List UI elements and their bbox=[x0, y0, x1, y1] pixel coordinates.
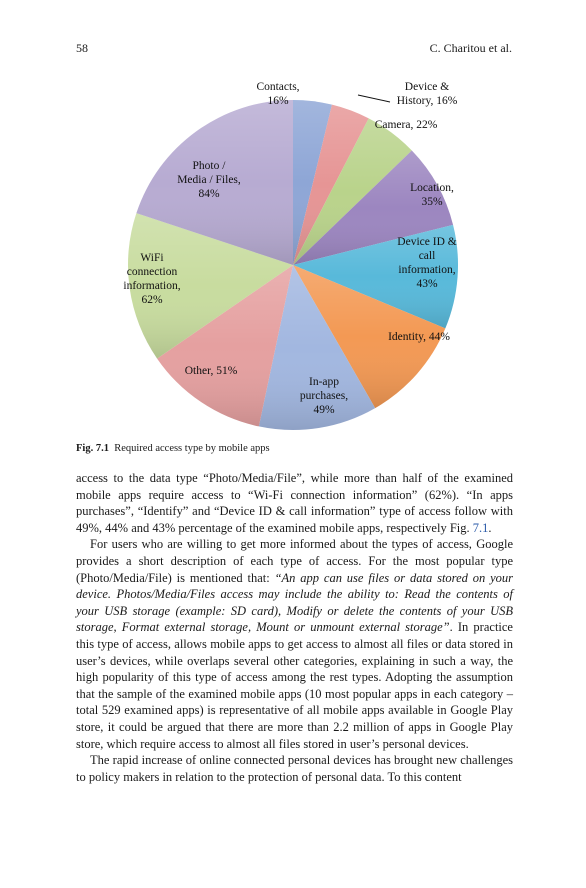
page-number: 58 bbox=[76, 41, 88, 55]
slice-label-line: 49% bbox=[313, 404, 335, 416]
slice-label-line: call bbox=[418, 250, 436, 262]
quoted-description: “An app can use files or data stored on your device. Photos/Media/Files access may include the ability to: Read the contents of your USB storage (example: SD card), Modify or delete the contents of your USB storage, Format external storage, Mount or unmount external storage” bbox=[76, 570, 513, 635]
text-segment: . bbox=[488, 520, 492, 535]
slice-label-line: Device ID & bbox=[397, 236, 457, 248]
slice-label-line: WiFi bbox=[140, 252, 164, 264]
caption-text: Required access type by mobile apps bbox=[114, 443, 270, 454]
slice-label-line: Camera, 22% bbox=[374, 119, 438, 131]
slice-label-line: purchases, bbox=[299, 390, 349, 402]
slice-label-line: 84% bbox=[198, 188, 220, 200]
slice-label bbox=[375, 119, 438, 131]
slice-label-line: Other, 51% bbox=[184, 365, 238, 377]
figure-reference-link[interactable]: 7.1 bbox=[472, 520, 489, 535]
slice-label-line: Photo / bbox=[192, 160, 226, 172]
caption-label: Fig. 7.1 bbox=[76, 443, 109, 454]
slice-label-line: In-app bbox=[308, 376, 340, 388]
slice-label-line: History, 16% bbox=[396, 95, 458, 107]
slice-label-line: 62% bbox=[141, 294, 163, 306]
figure-caption bbox=[76, 443, 270, 454]
text-segment: The rapid increase of online connected personal devices has brought new challenges to policy makers in relation to the protection of personal data. To this content bbox=[76, 753, 513, 784]
paragraph-1 bbox=[76, 470, 513, 536]
slice-label-line: information, bbox=[123, 280, 181, 292]
slice-label-line: Media / Files, bbox=[177, 174, 241, 186]
slice-label-line: 16% bbox=[267, 95, 289, 107]
slice-label-line: Location, bbox=[410, 182, 454, 194]
paragraph-3 bbox=[76, 752, 513, 785]
slice-label-line: Device & bbox=[404, 81, 450, 93]
slice-label-line: Identity, 44% bbox=[388, 331, 450, 343]
text-segment: For users who are willing to get more informed about the types of access, Google provides a short description of each type of access. For the most popular type (Photo/Media/File) is mentioned that: bbox=[76, 537, 513, 585]
slice-label bbox=[388, 331, 450, 343]
slice-label-line: connection bbox=[126, 266, 178, 278]
paragraph-2 bbox=[76, 536, 513, 752]
slice-label bbox=[397, 81, 458, 107]
slice-label-line: 35% bbox=[421, 196, 443, 208]
leader-line bbox=[358, 95, 390, 102]
running-head: C. Charitou et al. bbox=[429, 41, 512, 55]
text-segment: access to the data type “Photo/Media/File”, while more than half of the examined mobile apps require access to “Wi-Fi connection information” (62%). “In apps purchases”, “Identify” and “Device ID & call information” type of access follow with 49%, 44% and 43% percentage of the examined mobile apps, respectively Fig. bbox=[76, 471, 513, 535]
slice-label-line: information, bbox=[398, 264, 456, 276]
text-segment: . In practice this type of access, allows mobile apps to get access to almost all files or data stored in user’s devices, while overlaps several other categories, explaining in such a way, the high popularity of this type of access among the rest types. Adopting the assumption that the sample of the examined mobile apps (10 most popular apps in each category – total 529 examined apps) is representative of all mobile apps available in Google Play store, it could be argued that there are more than 2.2 million of apps in Google Play store, which require access to almost all files stored in user’s personal devices. bbox=[76, 620, 513, 751]
body-text bbox=[76, 470, 513, 785]
slice-label bbox=[185, 365, 238, 377]
slice-label-line: Contacts, bbox=[256, 81, 300, 93]
slice-label-line: 43% bbox=[416, 278, 438, 290]
pie-chart bbox=[100, 78, 480, 438]
